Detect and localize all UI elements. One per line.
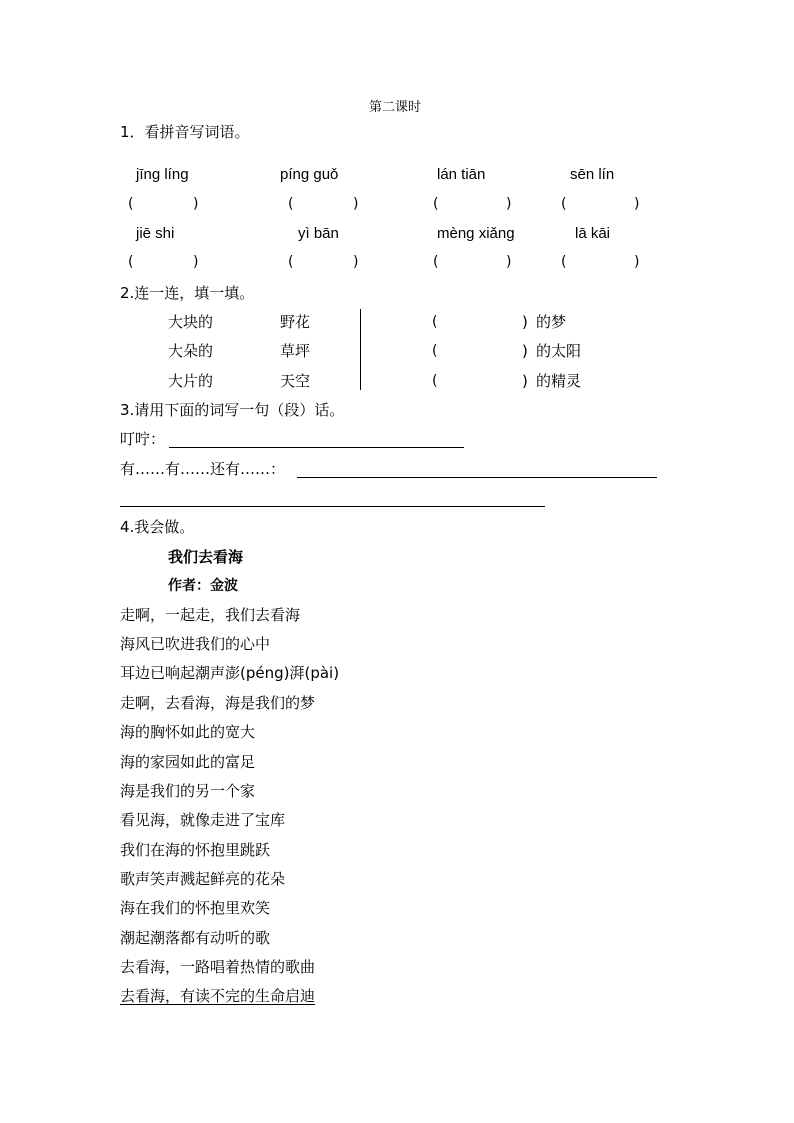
answer-paren-open: ( <box>128 254 134 270</box>
poem-line: 我们在海的怀抱里跳跃 <box>120 841 271 859</box>
poem-line: 耳边已响起潮声澎(péng)湃(pài) <box>120 664 340 682</box>
answer-line <box>169 447 464 448</box>
poem-line: 海风已吹进我们的心中 <box>120 635 271 653</box>
answer-paren-close: ) <box>634 254 640 270</box>
poem-line: 海在我们的怀抱里欢笑 <box>120 899 271 917</box>
pinyin-1-3: lán tiān <box>437 166 486 183</box>
answer-paren-close: ) <box>353 196 359 212</box>
answer-paren-close: ) <box>353 254 359 270</box>
match-left-3: 大片的 <box>168 372 214 390</box>
pinyin-2-4: lā kāi <box>575 225 611 242</box>
answer-paren-open: ( <box>561 196 567 212</box>
pinyin-1-4: sēn lín <box>570 166 615 183</box>
fill-suffix-1: 的梦 <box>536 313 567 331</box>
poem-author: 作者：金波 <box>168 578 238 594</box>
q2-heading: 2.连一连，填一填。 <box>120 284 255 302</box>
q4-heading: 4.我会做。 <box>120 518 195 536</box>
pinyin-2-2: yì bān <box>298 225 339 242</box>
pinyin-2-3: mèng xiǎng <box>437 225 515 242</box>
answer-paren-open: ( <box>433 196 439 212</box>
q3-heading: 3.请用下面的词写一句（段）话。 <box>120 401 345 419</box>
fill-suffix-2: 的太阳 <box>536 342 582 360</box>
match-left-2: 大朵的 <box>168 342 214 360</box>
q3-item2-label: 有……有……还有……： <box>120 460 286 478</box>
poem-line: 海的胸怀如此的宽大 <box>120 723 256 741</box>
answer-paren-close: ) <box>506 196 512 212</box>
poem-line: 潮起潮落都有动听的歌 <box>120 929 271 947</box>
answer-paren-open: ( <box>561 254 567 270</box>
page-title: 第二课时 <box>369 100 422 115</box>
q1-heading: 1．看拼音写词语。 <box>120 123 250 141</box>
answer-paren-open: ( <box>288 254 294 270</box>
fill-paren-open: ( <box>432 314 438 330</box>
answer-paren-open: ( <box>128 196 134 212</box>
pinyin-1-2: píng guǒ <box>280 166 339 183</box>
poem-line-underlined: 去看海，有读不完的生命启迪 <box>120 987 316 1005</box>
poem-line: 看见海，就像走进了宝库 <box>120 811 286 829</box>
match-middle-1: 野花 <box>280 313 311 331</box>
q3-item1-label: 叮咛： <box>120 430 166 448</box>
answer-paren-close: ) <box>193 196 199 212</box>
answer-paren-open: ( <box>433 254 439 270</box>
fill-paren-close: ) <box>522 372 528 390</box>
answer-paren-open: ( <box>288 196 294 212</box>
fill-paren-open: ( <box>432 343 438 359</box>
answer-paren-close: ) <box>193 254 199 270</box>
poem-line: 走啊，去看海，海是我们的梦 <box>120 694 316 712</box>
match-left-1: 大块的 <box>168 313 214 331</box>
poem-line: 海的家园如此的富足 <box>120 753 256 771</box>
answer-paren-close: ) <box>506 254 512 270</box>
poem-line: 去看海，一路唱着热情的歌曲 <box>120 958 316 976</box>
answer-line <box>297 477 657 478</box>
fill-paren-open: ( <box>432 373 438 389</box>
poem-line: 歌声笑声溅起鲜亮的花朵 <box>120 870 286 888</box>
fill-paren-close: ) <box>522 313 528 331</box>
match-middle-3: 天空 <box>280 372 311 390</box>
fill-paren-close: ) <box>522 342 528 360</box>
pinyin-1-1: jīng líng <box>136 166 189 183</box>
poem-line: 海是我们的另一个家 <box>120 782 256 800</box>
match-middle-2: 草坪 <box>280 342 311 360</box>
answer-line <box>120 506 545 507</box>
poem-title: 我们去看海 <box>168 548 244 566</box>
fill-suffix-3: 的精灵 <box>536 372 582 390</box>
poem-line: 走啊，一起走，我们去看海 <box>120 606 301 624</box>
answer-paren-close: ) <box>634 196 640 212</box>
divider-line <box>360 309 361 390</box>
pinyin-2-1: jiē shi <box>136 225 175 242</box>
